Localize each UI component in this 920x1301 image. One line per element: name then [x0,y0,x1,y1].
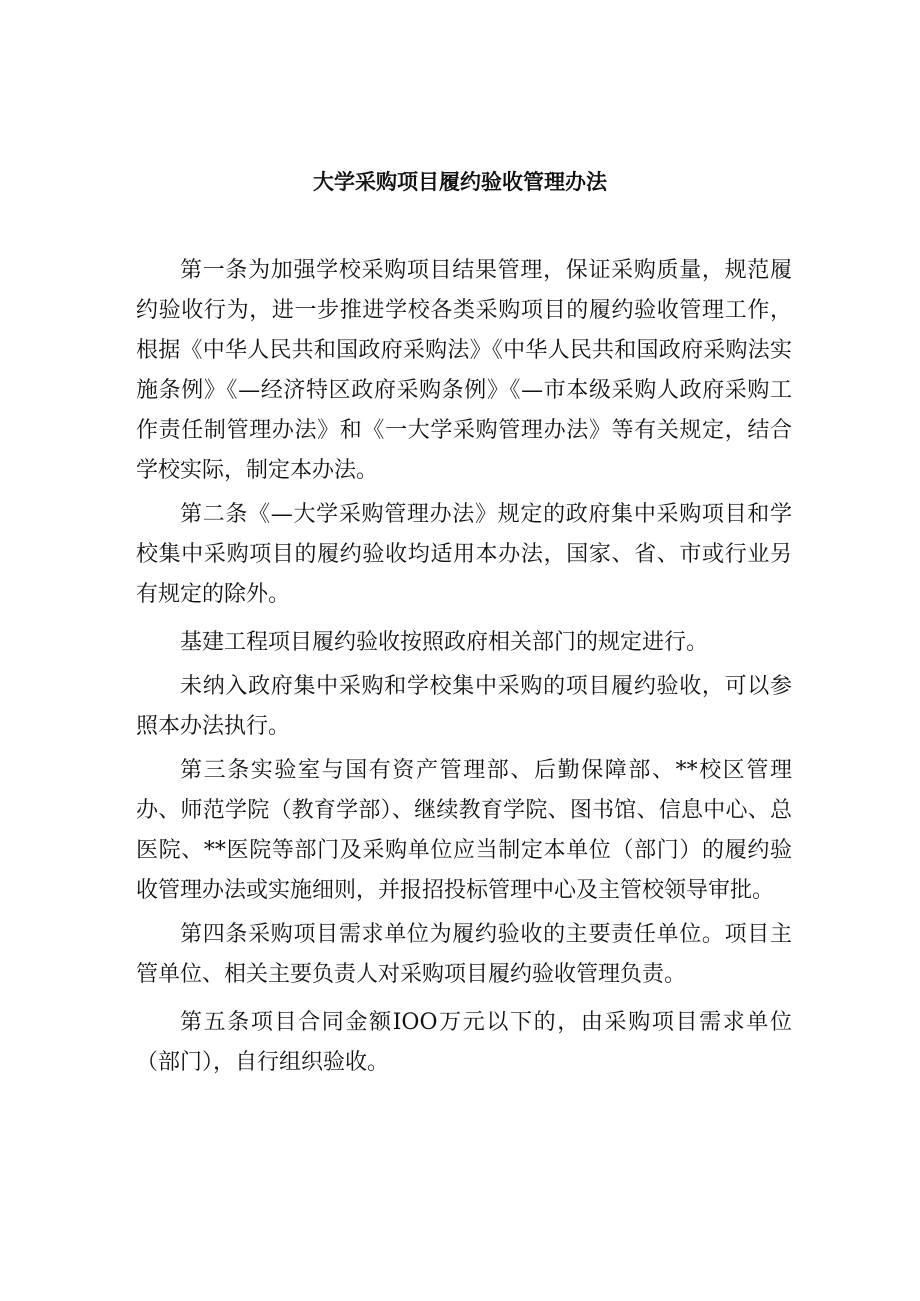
article-1-paragraph: 第一条为加强学校采购项目结果管理，保证采购质量，规范履约验收行为，进一步推进学校各类采购项目的履约验收管理工作，根据《中华人民共和国政府采购法》《中华人民共和国政府采购法实施条例》《—经济特区政府采购条例》《—市本级采购人政府采购工作责任制管理办法》和《一大学采购管理办法》等有关规定，结合学校实际，制定本办法。 [136,258,792,483]
article-2-paragraph: 第二条《—大学采购管理办法》规定的政府集中采购项目和学校集中采购项目的履约验收均适用本办法，国家、省、市或行业另有规定的除外。 [136,502,792,607]
document-body [136,251,792,1083]
article-4-paragraph: 第四条采购项目需求单位为履约验收的主要责任单位。项目主管单位、相关主要负责人对采购项目履约验收管理负责。 [136,922,792,987]
article-2-reference-paragraph: 未纳入政府集中采购和学校集中采购的项目履约验收，可以参照本办法执行。 [136,674,792,739]
article-3-paragraph: 第三条实验室与国有资产管理部、后勤保障部、**校区管理办、师范学院（教育学部）、继续教育学院、图书馆、信息中心、总医院、**医院等部门及采购单位应当制定本单位（部门）的履约验收管理办法或实施细则，并报招投标管理中心及主管校领导审批。 [136,758,792,903]
article-2-infrastructure-paragraph: 基建工程项目履约验收按照政府相关部门的规定进行。 [180,630,709,655]
article-5-paragraph: 第五条项目合同金额IOO万元以下的，由采购项目需求单位（部门），自行组织验收。 [136,1010,792,1075]
document-title: 大学采购项目履约验收管理办法 [313,169,607,194]
